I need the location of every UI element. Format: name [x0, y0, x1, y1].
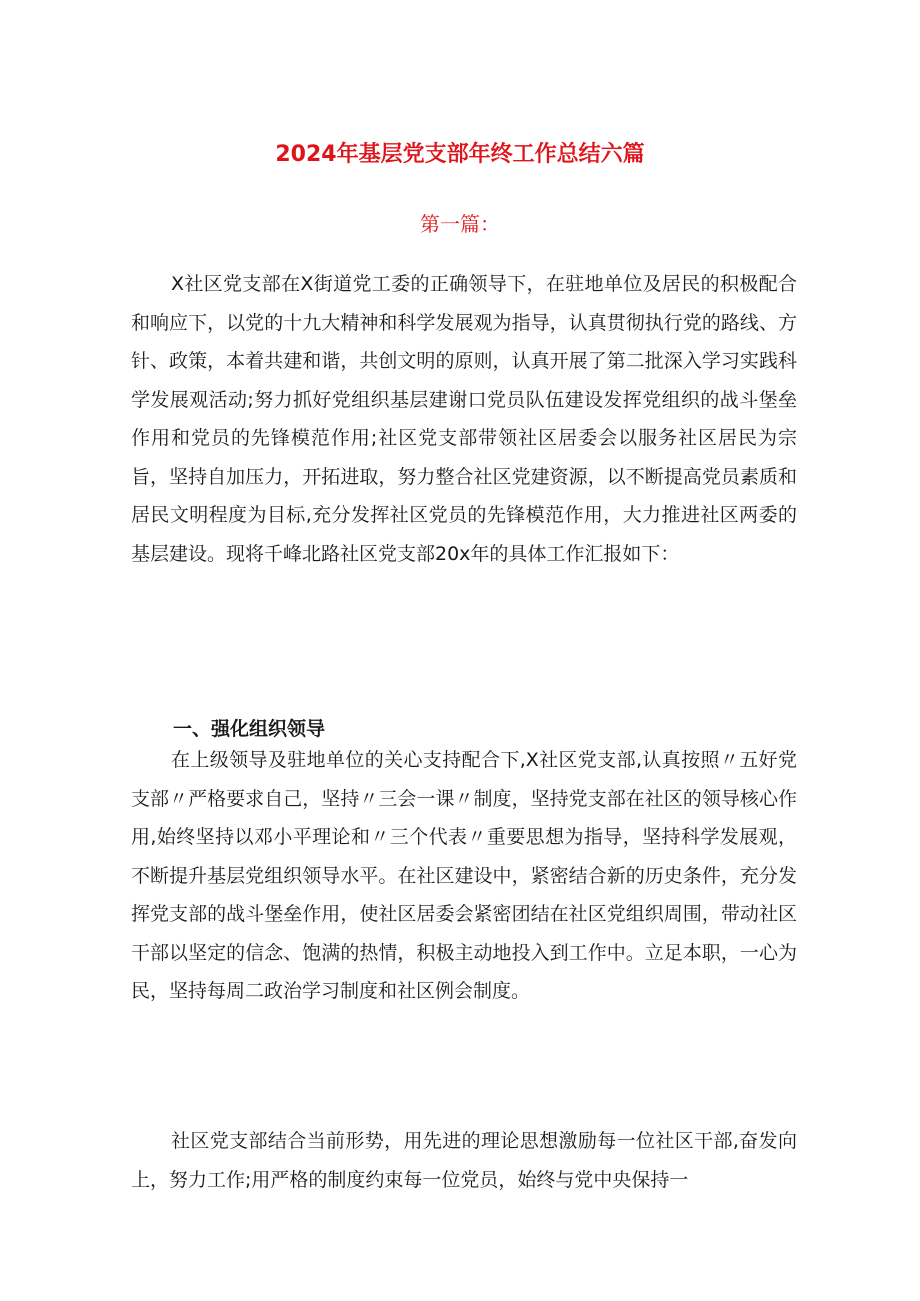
body-paragraph: 社区党支部结合当前形势，用先进的理论思想激励每一位社区干部,奋发向上，努力工作;用严格的制度约束每一位党员，始终与党中央保持一: [131, 1130, 797, 1191]
document-title: 2024年基层党支部年终工作总结六篇: [275, 142, 645, 167]
section-heading: 一、强化组织领导: [173, 718, 326, 740]
paragraph-block: [131, 1122, 797, 1199]
body-paragraph: X社区党支部在X街道党工委的正确领导下，在驻地单位及居民的积极配合和响应下，以党的十九大精神和科学发展观为指导，认真贯彻执行党的路线、方针、政策，本着共建和谐，共创文明的原则，认真开展了第二批深入学习实践科学发展观活动;努力抓好党组织基层建谢口党员队伍建设发挥党组织的战斗堡垒作用和党员的先锋模范作用;社区党支部带领社区居委会以服务社区居民为宗旨，坚持自加压力，开拓进取，努力整合社区党建资源，以不断提高党员素质和居民文明程度为目标,充分发挥社区党员的先锋模范作用，大力推进社区两委的基层建设。现将千峰北路社区党支部20x年的具体工作汇报如下：: [131, 273, 797, 565]
body-paragraph: 在上级领导及驻地单位的关心支持配合下,X社区党支部,认真按照〃五好党支部〃严格要求自己，坚持〃三会一课〃制度，坚持党支部在社区的领导核心作用,始终坚持以邓小平理论和〃三个代表〃重要思想为指导，坚持科学发展观，不断提升基层党组织领导水平。在社区建设中，紧密结合新的历史条件，充分发挥党支部的战斗堡垒作用，使社区居委会紧密团结在社区党组织周围，带动社区干部以坚定的信念、饱满的热情，积极主动地投入到工作中。立足本职，一心为民，坚持每周二政治学习制度和社区例会制度。: [131, 749, 797, 1002]
paragraph-block: [131, 741, 797, 1011]
paragraph-block: [131, 265, 797, 573]
section-title: 第一篇：: [420, 212, 500, 236]
